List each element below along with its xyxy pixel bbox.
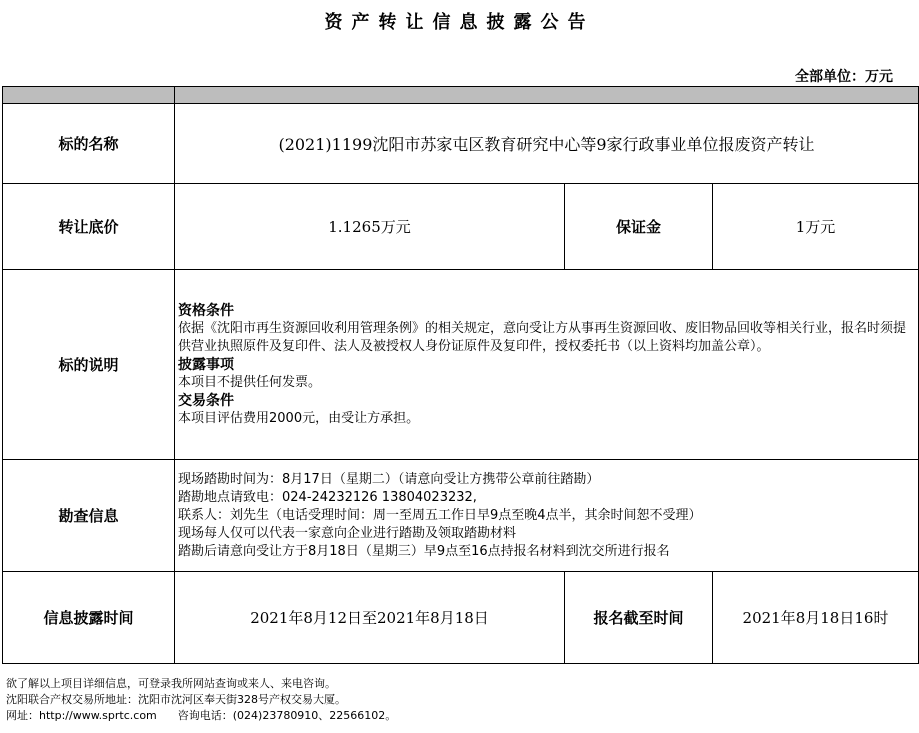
section-text: 依据《沈阳市再生资源回收利用管理条例》的相关规定，意向受让方从事再生资源回收、废旧物品回收等相关行业，报名时须提供营业执照原件及复印件、法人及被授权人身份证原件及复印件，授权委托书（以上资料均加盖公章）。 (178, 320, 907, 354)
deposit-label: 保证金 (565, 184, 713, 270)
period-value: 2021年8月12日至2021年8月18日 (175, 572, 565, 664)
inspection-line: 踏勘地点请致电：024-24232126 13804023232, (178, 489, 477, 505)
disclosure-table (2, 86, 919, 664)
period-label: 信息披露时间 (3, 572, 175, 664)
deadline-value: 2021年8月18日16时 (713, 572, 919, 664)
footer-line: 欲了解以上项目详细信息，可登录我所网站查询或来人、来电咨询。 (6, 677, 336, 690)
footer-line: 网址：http://www.sprtc.com 咨询电话：(024)23780910、22566102。 (6, 709, 397, 722)
header-cell (3, 87, 175, 104)
footer-line: 沈阳联合产权交易所地址：沈阳市沈河区奉天街328号产权交易大厦。 (6, 693, 346, 706)
section-heading: 交易条件 (178, 392, 234, 409)
row-price (3, 184, 919, 270)
row-description (3, 270, 919, 460)
section-heading: 资格条件 (178, 302, 234, 319)
inspection-content (175, 460, 919, 572)
page-title: 资产转让信息披露公告 (324, 12, 595, 33)
description-label: 标的说明 (3, 270, 175, 460)
inspection-line: 现场踏勘时间为：8月17日（星期二）（请意向受让方携带公章前往踏勘） (178, 471, 600, 487)
asset-name-value: (2021)1199沈阳市苏家屯区教育研究中心等9家行政事业单位报废资产转让 (175, 104, 919, 184)
row-asset-name (3, 104, 919, 184)
table-header-row (3, 87, 919, 104)
price-label: 转让底价 (3, 184, 175, 270)
asset-name-label: 标的名称 (3, 104, 175, 184)
footer (6, 676, 396, 724)
deadline-label: 报名截至时间 (565, 572, 713, 664)
section-text: 本项目不提供任何发票。 (178, 374, 322, 390)
inspection-line: 踏勘后请意向受让方于8月18日（星期三）早9点至16点持报名材料到沈交所进行报名 (178, 543, 670, 559)
section-text: 本项目评估费用2000元，由受让方承担。 (178, 410, 420, 426)
inspection-line: 联系人：刘先生（电话受理时间：周一至周五工作日早9点至晚4点半，其余时间恕不受理） (178, 507, 702, 523)
unit-note: 全部单位：万元 (795, 69, 893, 85)
section-heading: 披露事项 (178, 356, 234, 373)
inspection-label: 勘查信息 (3, 460, 175, 572)
header-cell (175, 87, 919, 104)
row-inspection (3, 460, 919, 572)
inspection-line: 现场每人仅可以代表一家意向企业进行踏勘及领取踏勘材料 (178, 525, 517, 541)
deposit-value: 1万元 (713, 184, 919, 270)
row-period (3, 572, 919, 664)
price-value: 1.1265万元 (175, 184, 565, 270)
description-content (175, 270, 919, 460)
